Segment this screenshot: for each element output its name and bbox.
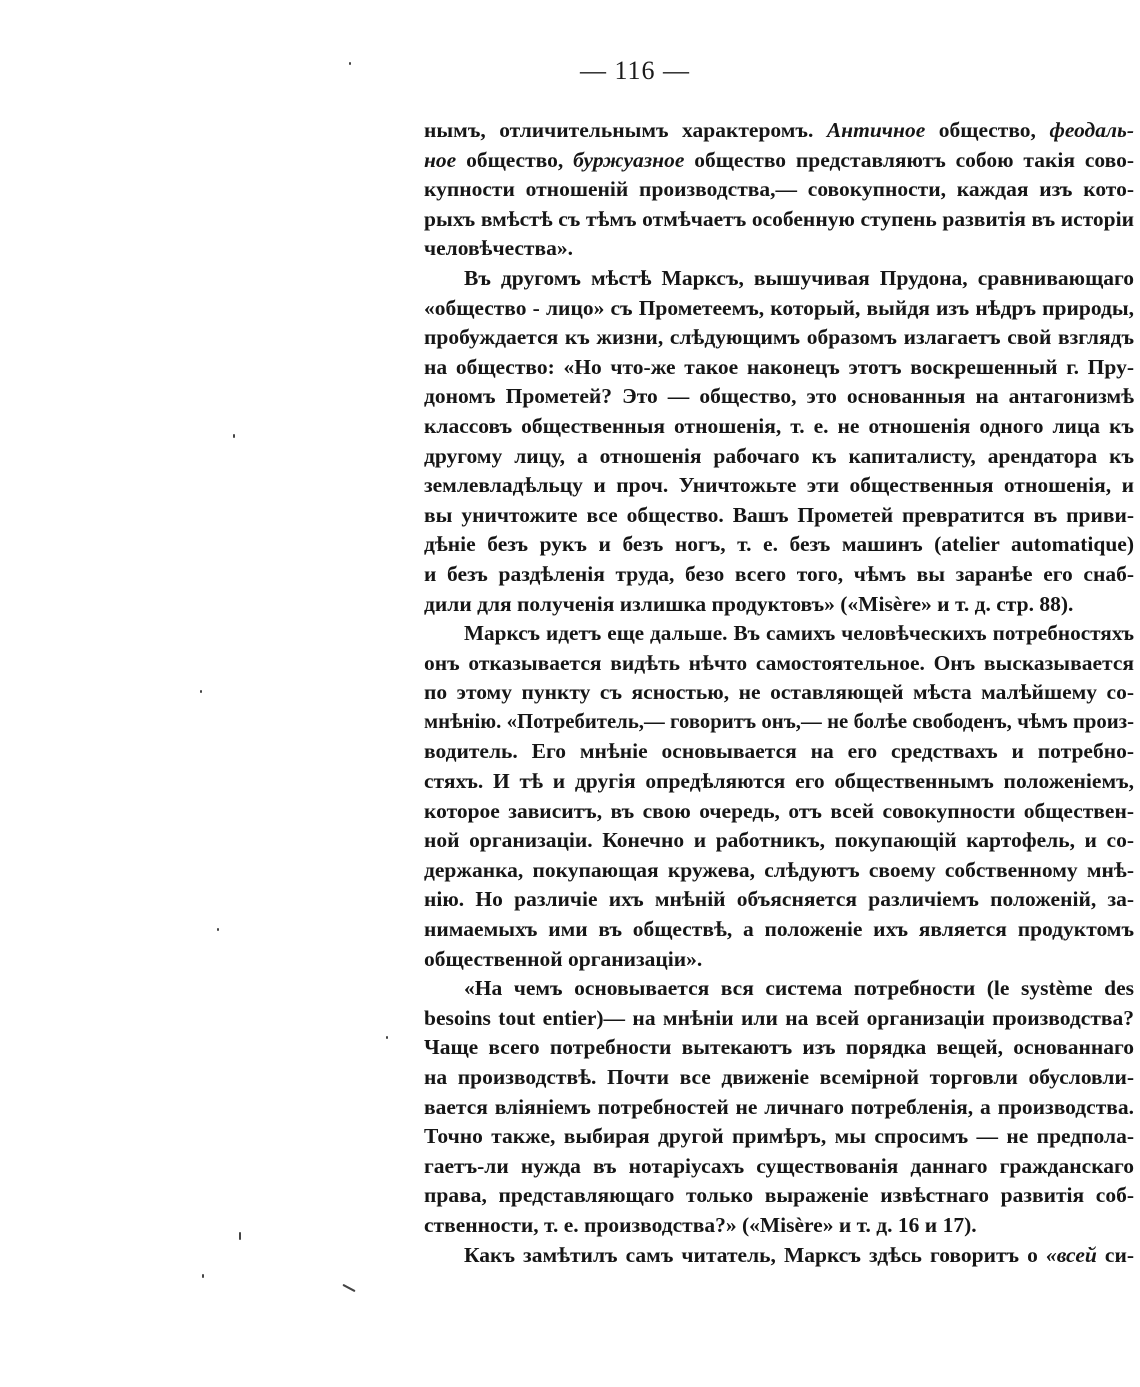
scan-speck	[349, 62, 351, 65]
italic-text: буржуазное	[573, 147, 685, 172]
text-line	[424, 294, 1134, 324]
scan-speck	[202, 1274, 204, 1278]
text-line	[424, 175, 1134, 205]
text-run: водитель. Его мнѣніе основывается на его средствахъ и потребно-	[424, 739, 1134, 764]
page-number: — 116 —	[579, 56, 691, 85]
text-line	[424, 1004, 1134, 1034]
text-run: нымъ, отличительнымъ характеромъ.	[424, 118, 827, 142]
paragraph	[424, 974, 1134, 1240]
italic-text: «всей	[1045, 1242, 1097, 1267]
text-run: купности отношеній производства,— совокупности, каждая изъ кото-	[424, 177, 1134, 202]
text-run: гаетъ-ли нужда въ нотаріусахъ существованія даннаго гражданскаго	[424, 1153, 1134, 1178]
text-run: держанка, покупающая кружева, слѣдуютъ своему собственному мнѣ-	[424, 857, 1134, 882]
text-line	[424, 205, 1134, 235]
text-line	[424, 856, 1134, 886]
text-line	[424, 1063, 1134, 1093]
text-line	[424, 323, 1134, 353]
text-run: Какъ замѣтилъ самъ читатель, Марксъ здѣсь говоритъ о	[464, 1242, 1046, 1267]
text-run: на производствѣ. Почти все движеніе всемірной торговли обусловли-	[424, 1065, 1134, 1089]
text-run: общественной организаціи».	[424, 946, 703, 971]
paragraph	[424, 264, 1134, 619]
scan-speck	[217, 928, 219, 931]
text-run: Въ другомъ мѣстѣ Марксъ, вышучивая Прудона, сравнивающаго	[464, 265, 1134, 290]
paragraph	[424, 619, 1134, 974]
text-run: которое зависитъ, въ свою очередь, отъ всей совокупности обществен-	[424, 798, 1134, 823]
text-line	[424, 1152, 1134, 1182]
italic-text: Античное	[826, 118, 926, 142]
text-run: человѣчества».	[424, 236, 573, 261]
text-run: пробуждается къ жизни, слѣдующимъ образомъ излагаетъ свой взглядъ	[424, 325, 1134, 350]
text-line	[424, 590, 1134, 620]
text-line	[424, 560, 1134, 590]
text-run: дономъ Прометей? Это — общество, это основанныя на антагонизмѣ	[424, 384, 1134, 409]
text-run: Чаще всего потребности вытекаютъ изъ порядка вещей, основаннаго	[424, 1035, 1134, 1060]
text-line	[424, 501, 1134, 531]
body-text	[424, 116, 1134, 1270]
text-line	[424, 1122, 1134, 1152]
text-line	[424, 678, 1134, 708]
paragraph	[424, 1241, 1134, 1271]
text-run: онъ отказывается видѣть нѣчто самостоятельное. Онъ высказывается	[424, 650, 1134, 675]
text-line	[424, 146, 1134, 176]
scan-speck	[239, 1232, 241, 1240]
text-run: по этому пункту съ ясностью, не оставляющей мѣста малѣйшему со-	[424, 680, 1134, 705]
scan-speck	[342, 1284, 355, 1292]
text-line	[424, 234, 1134, 264]
paragraph	[424, 116, 1134, 264]
text-line	[424, 915, 1134, 945]
text-line	[424, 649, 1134, 679]
text-run: вы уничтожите все общество. Вашъ Прометей превратится въ приви-	[424, 502, 1134, 527]
text-run: и безъ раздѣленія труда, безо всего того, чѣмъ вы заранѣе его снаб-	[424, 561, 1134, 586]
text-run: ной организаціи. Конечно и работникъ, покупающій картофель, и со-	[424, 828, 1134, 853]
text-line	[424, 382, 1134, 412]
text-run: другому лицу, а отношенія рабочаго къ капиталисту, арендатора къ	[424, 443, 1134, 468]
text-run: «общество - лицо» съ Прометеемъ, который, выйдя изъ нѣдръ природы,	[424, 295, 1134, 320]
text-line	[424, 797, 1134, 827]
italic-text: ное	[424, 147, 457, 172]
text-line	[424, 1093, 1134, 1123]
text-line	[424, 442, 1134, 472]
text-line	[424, 1033, 1134, 1063]
text-run: дѣніе безъ рукъ и безъ ногъ, т. е. безъ машинъ (atelier automatique)	[424, 532, 1134, 557]
text-run: общество представляютъ собою такія сово-	[684, 147, 1134, 172]
scan-speck	[200, 690, 202, 693]
text-line	[424, 767, 1134, 797]
text-line	[424, 974, 1134, 1004]
text-run: права, представляющаго только выраженіе извѣстнаго развитія соб-	[424, 1183, 1134, 1208]
text-run: на общество: «Но что-же такое наконецъ этотъ воскрешенный г. Пру-	[424, 354, 1134, 379]
text-line	[424, 708, 1134, 738]
text-line	[424, 1181, 1134, 1211]
text-run: «На чемъ основывается вся система потребности (le système des	[464, 976, 1134, 1001]
text-run: классовъ общественныя отношенія, т. е. не отношенія одного лица къ	[424, 413, 1134, 438]
text-line	[424, 471, 1134, 501]
text-run: ственности, т. е. производства?» («Misère» и т. д. 16 и 17).	[424, 1212, 977, 1237]
text-run: стяхъ. И тѣ и другія опредѣляются его общественнымъ положеніемъ,	[424, 769, 1134, 794]
scan-speck	[233, 434, 235, 438]
text-run: besoins tout entier)— на мнѣніи или на всей организаціи производства?	[424, 1005, 1134, 1030]
text-run: землевладѣльцу и проч. Уничтожьте эти общественныя отношенія, и	[424, 473, 1134, 498]
text-line	[424, 1241, 1134, 1271]
text-run: Точно также, выбирая другой примѣръ, мы спросимъ — не предпола-	[424, 1124, 1134, 1149]
text-run: си-	[1096, 1242, 1134, 1267]
text-run: Марксъ идетъ еще дальше. Въ самихъ человѣческихъ потребностяхъ	[464, 621, 1134, 646]
text-line	[424, 412, 1134, 442]
italic-text: феодаль-	[1049, 118, 1134, 142]
text-run: мнѣнію. «Потребитель,— говоритъ онъ,— не болѣе свободенъ, чѣмъ произ-	[424, 710, 1134, 733]
text-run: общество,	[925, 118, 1050, 142]
text-line	[424, 1211, 1134, 1241]
text-line	[424, 945, 1134, 975]
text-run: дили для полученія излишка продуктовъ» («Misère» и т. д. стр. 88).	[424, 591, 1074, 616]
text-line	[424, 826, 1134, 856]
text-line	[424, 619, 1134, 649]
text-line	[424, 530, 1134, 560]
text-run: нимаемыхъ ими въ обществѣ, а положеніе ихъ является продуктомъ	[424, 917, 1134, 942]
scan-speck	[386, 1036, 388, 1039]
text-run: вается вліяніемъ потребностей не личнаго потребленія, а производства.	[424, 1094, 1134, 1119]
text-line	[424, 737, 1134, 767]
text-line	[424, 885, 1134, 915]
text-run: рыхъ вмѣстѣ съ тѣмъ отмѣчаетъ особенную ступень развитія въ исторіи	[424, 206, 1134, 231]
text-run: нію. Но различіе ихъ мнѣній объясняется различіемъ положеній, за-	[424, 887, 1134, 912]
text-line	[424, 353, 1134, 383]
text-line	[424, 264, 1134, 294]
text-line	[424, 116, 1134, 146]
text-run: общество,	[456, 147, 574, 172]
